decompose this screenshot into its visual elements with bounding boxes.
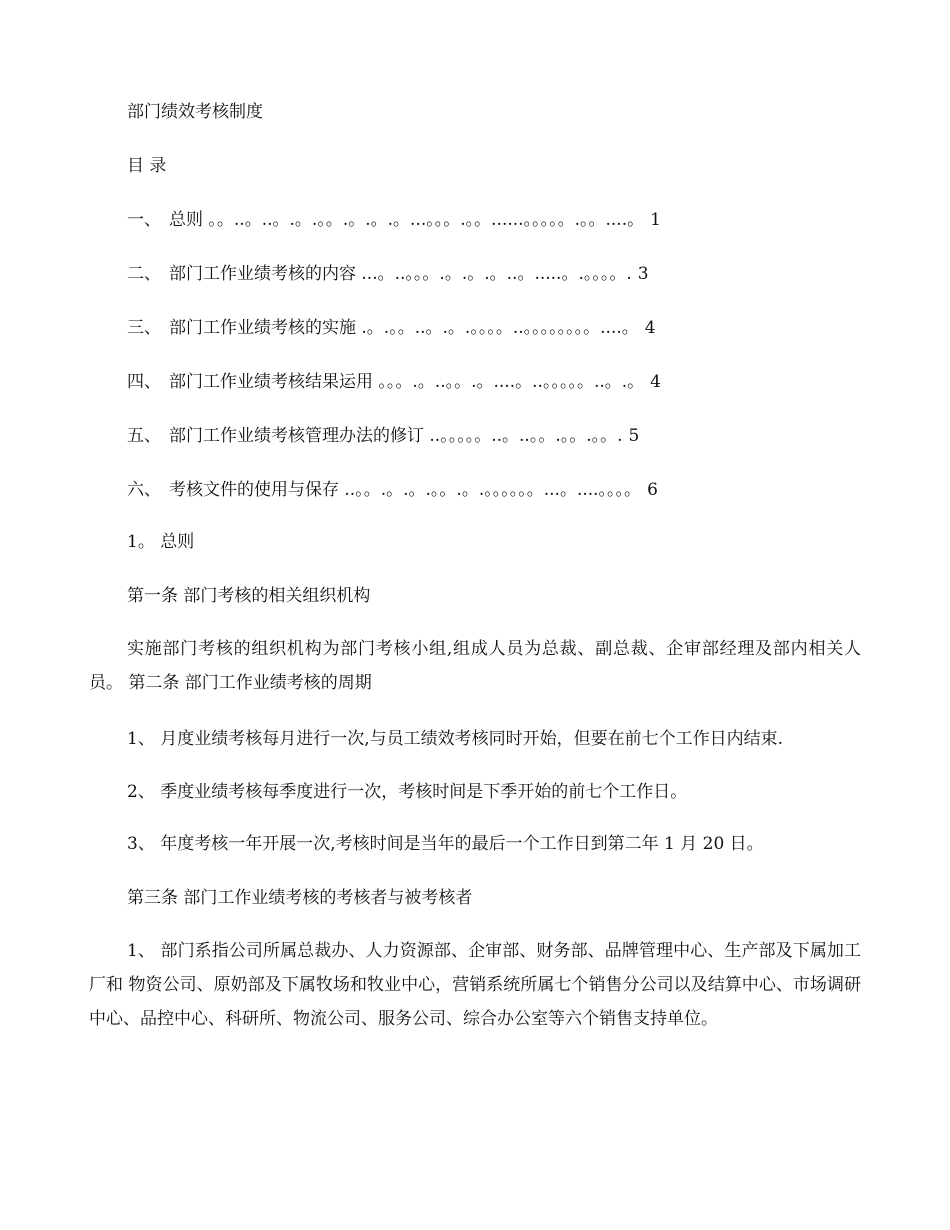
list-item: 1、 月度业绩考核每月进行一次,与员工绩效考核同时开始，但要在前七个工作日内结束. [127, 729, 784, 749]
toc-entry-title: 考核文件的使用与保存 [169, 480, 339, 500]
toc-entry-number: 五、 [127, 426, 161, 446]
toc-entry-number: 六、 [127, 480, 161, 500]
toc-entry-title: 部门工作业绩考核的实施 [169, 318, 356, 338]
toc-entry-page: 1 [650, 210, 661, 230]
toc-entry-title: 总则 [169, 210, 203, 230]
toc-entry-leader: .。.。。..。.。.。。。。..。。。。。。。。....。 [356, 318, 639, 338]
toc-heading: 目 录 [127, 156, 167, 176]
list-item: 2、 季度业绩考核每季度进行一次，考核时间是下季开始的前七个工作日。 [127, 782, 688, 802]
toc-entry-title: 部门工作业绩考核结果运用 [169, 372, 373, 392]
toc-entry [127, 317, 656, 339]
list-item: 3、 年度考核一年开展一次,考核时间是当年的最后一个工作日到第二年 1 月 20 日。 [127, 834, 764, 854]
section-heading: 1。 总则 [127, 532, 195, 552]
toc-entry-leader: ...。..。。。.。.。.。..。.....。.。。。。. [356, 264, 632, 284]
toc-entry [127, 371, 661, 393]
toc-entry-number: 二、 [127, 264, 161, 284]
toc-entry-page: 4 [650, 372, 661, 392]
toc-entry-title: 部门工作业绩考核的内容 [169, 264, 356, 284]
article-paragraph: 1、 部门系指公司所属总裁办、人力资源部、企审部、财务部、品牌管理中心、生产部及下属加工厂和 物资公司、原奶部及下属牧场和牧业中心，营销系统所属七个销售分公司以及结算中心、市场调研 中心、品控中心、科研所、物流公司、服务公司、综合办公室等六个销售支持单位。 [89, 941, 861, 1029]
toc-entry-leader: ..。。.。.。.。。.。.。。。。。。...。....。。。。 [339, 480, 642, 500]
article-paragraph: 实施部门考核的组织机构为部门考核小组,组成人员为总裁、副总裁、企审部经理及部内相关人员。 第二条 部门工作业绩考核的周期 [89, 639, 861, 693]
toc-entry-leader: 。。..。..。.。.。。.。.。.。...。。。.。。......。。。。。.。。....。 [203, 210, 645, 230]
toc-entry [127, 209, 661, 231]
article-heading: 第三条 部门工作业绩考核的考核者与被考核者 [127, 888, 473, 908]
toc-entry-page: 3 [637, 264, 649, 284]
toc-entry [127, 425, 639, 447]
toc-entry-number: 一、 [127, 210, 161, 230]
toc-entry-title: 部门工作业绩考核管理办法的修订 [169, 426, 424, 446]
toc-entry-leader: ..。。。。。..。..。。.。。.。。. [424, 426, 623, 446]
toc-entry [127, 263, 649, 285]
toc-entry-page: 4 [644, 318, 656, 338]
toc-entry-page: 5 [628, 426, 640, 446]
toc-entry [127, 479, 658, 501]
document-title: 部门绩效考核制度 [127, 102, 263, 122]
toc-entry-number: 四、 [127, 372, 161, 392]
toc-entry-number: 三、 [127, 318, 161, 338]
toc-entry-leader: 。。。.。..。。.。....。..。。。。。..。.。 [373, 372, 645, 392]
article-heading: 第一条 部门考核的相关组织机构 [127, 586, 371, 606]
toc-entry-page: 6 [647, 480, 658, 500]
